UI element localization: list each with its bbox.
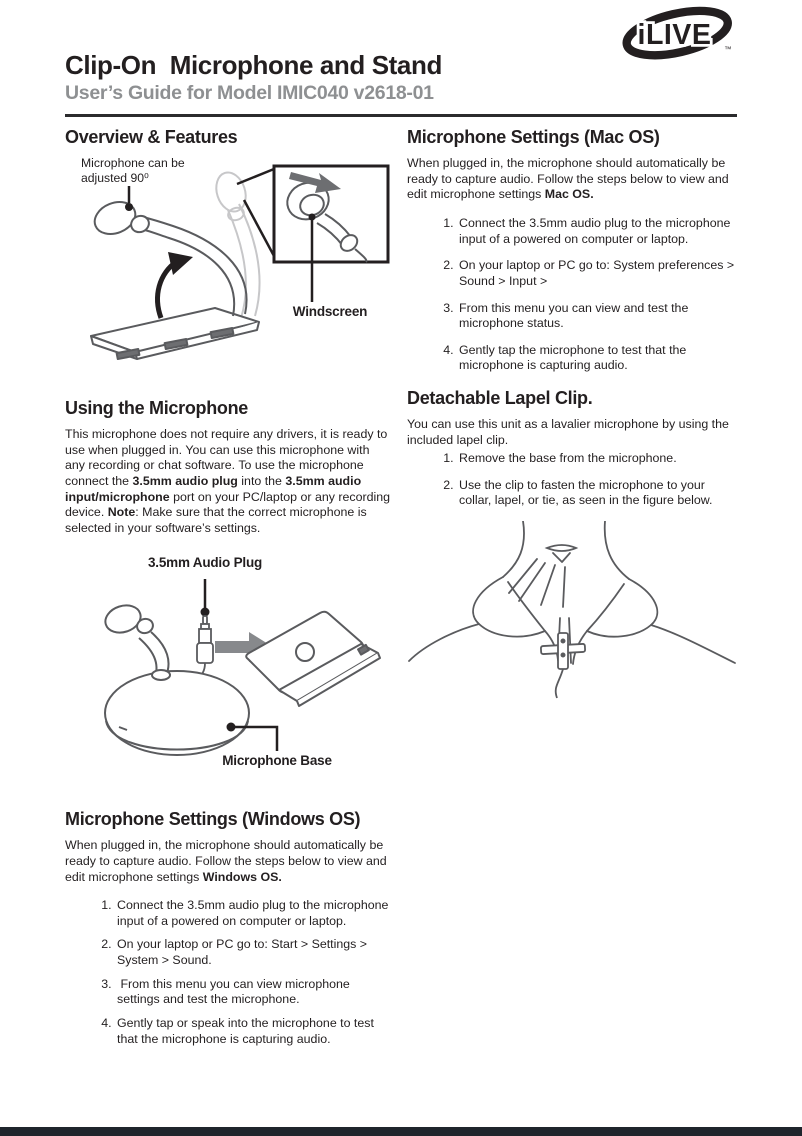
audio-plug-label: 3.5mm Audio Plug: [147, 555, 263, 571]
page-subtitle: User’s Guide for Model IMIC040 v2618-01: [65, 82, 434, 105]
right-column: [407, 128, 737, 1055]
lapel-heading: Detachable Lapel Clip.: [407, 388, 593, 409]
mac-step: [457, 301, 737, 332]
windows-step-text: On your laptop or PC go to: Start > Settings > System > Sound.: [117, 937, 371, 968]
mac-intro-text: When plugged in, the microphone should automatically be ready to capture audio. Follow the steps below to view and edit microphone settings: [407, 156, 733, 202]
using-text: This microphone does not require any drivers, it is ready to use when plugged in. You can use this microphone with any recording or chat software. To use the microphone connect the: [65, 427, 391, 488]
content-columns: [0, 117, 802, 1055]
windows-step: [115, 898, 391, 929]
page-title: Clip-On Microphone and Stand: [65, 50, 442, 80]
footer-bar: [0, 1127, 802, 1136]
windows-step: [115, 937, 391, 968]
trademark-symbol: ™: [724, 44, 732, 54]
figure-plug-connection: [65, 553, 391, 795]
mac-step-text: Connect the 3.5mm audio plug to the microphone input of a powered on computer or laptop.: [459, 216, 734, 246]
using-bold-note: Note: [107, 505, 136, 520]
windows-step: [115, 977, 391, 1008]
lapel-step: [457, 478, 737, 509]
using-text: port on your PC/laptop or any recording device.: [65, 489, 394, 520]
overview-heading: Overview & Features: [65, 127, 238, 148]
mac-intro: [407, 156, 737, 203]
mac-heading: Microphone Settings (Mac OS): [407, 127, 660, 148]
windscreen-label: Windscreen: [292, 304, 368, 320]
collar-clip-illustration: [407, 521, 737, 711]
windows-intro-text: When plugged in, the microphone should automatically be ready to capture audio. Follow the steps below to view and edit microphone settings: [65, 838, 391, 884]
mac-step-text: From this menu you can view and test the microphone status.: [459, 300, 692, 331]
mac-steps-list: [407, 216, 737, 374]
using-bold-input: 3.5mm audio input/microphone: [65, 473, 365, 504]
lapel-step: [457, 451, 737, 467]
mic-stand-rotation-illustration: [65, 156, 391, 384]
windows-intro: [65, 838, 391, 885]
page-header: [0, 0, 802, 105]
using-bold-plug: 3.5mm audio plug: [132, 473, 238, 488]
lapel-step-text: Remove the base from the microphone.: [459, 451, 677, 466]
figure-stand-rotation: [65, 156, 391, 384]
mac-step: [457, 258, 737, 289]
mac-intro-bold: Mac OS.: [544, 187, 594, 202]
using-paragraph: [65, 427, 394, 536]
ilive-logo-text: iLIVE: [637, 19, 712, 52]
using-text: into the: [237, 473, 286, 488]
mac-step-text: Gently tap the microphone to test that the microphone is capturing audio.: [459, 342, 690, 373]
left-column: [65, 127, 394, 1055]
windows-heading: Microphone Settings (Windows OS): [65, 809, 361, 830]
lapel-intro: You can use this unit as a lavalier microphone by using the included lapel clip.: [407, 416, 733, 447]
lapel-step-text: Use the clip to fasten the microphone to your collar, lapel, or tie, as seen in the figure below.: [459, 477, 713, 508]
windows-steps-list: [65, 898, 391, 1047]
mac-step-text: On your laptop or PC go to: System preferences > Sound > Input >: [459, 258, 738, 288]
windows-step: [115, 1016, 391, 1047]
using-text: : Make sure that the correct microphone is selected in your software’s settings.: [65, 505, 371, 535]
lapel-steps-list: [407, 451, 737, 509]
windows-step-text: Connect the 3.5mm audio plug to the microphone input of a powered on computer or laptop.: [117, 898, 392, 928]
mac-step: [457, 343, 737, 374]
microphone-base-label: Microphone Base: [222, 753, 332, 769]
windows-intro-bold: Windows OS.: [202, 869, 282, 884]
figure-lapel-wear: [407, 521, 737, 711]
ilive-logo-icon: [620, 2, 740, 66]
adjust-90-note: Microphone can be adjusted 90⁰: [81, 156, 189, 186]
mac-step: [457, 216, 737, 247]
windows-step-text: From this menu you can view microphone settings and test the microphone.: [117, 976, 354, 1007]
windows-step-text: Gently tap or speak into the microphone to test that the microphone is capturing audio.: [117, 1015, 378, 1046]
using-heading: Using the Microphone: [65, 398, 249, 419]
